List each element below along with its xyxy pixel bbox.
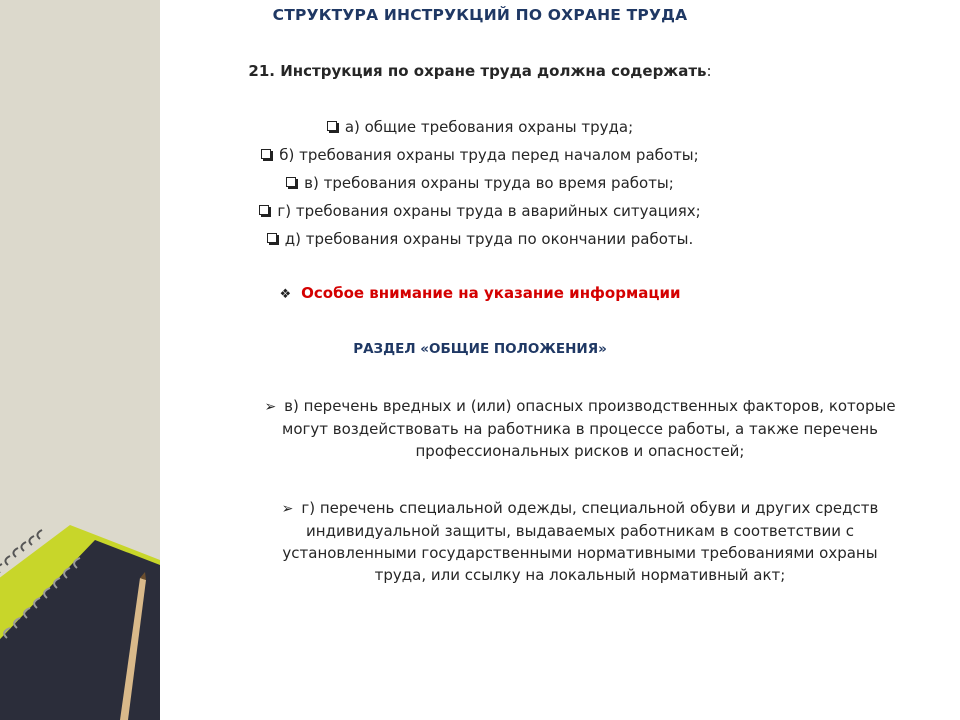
special-note-text: Особое внимание на указание информации <box>301 284 681 302</box>
paragraph-line: ➢ в) перечень вредных и (или) опасных производственных факторов, которые <box>264 397 896 415</box>
list-item-text: в) требования охраны труда во время работы; <box>304 174 674 192</box>
list-item-text: г) требования охраны труда в аварийных ситуациях; <box>277 202 701 220</box>
paragraph-line: могут воздействовать на работника в процессе работы, а также перечень <box>282 420 878 438</box>
list-item-text: д) требования охраны труда по окончании работы. <box>284 230 694 248</box>
checkbox-bullet-icon <box>286 177 296 187</box>
paragraph-line: профессиональных рисков и опасностей; <box>415 442 745 460</box>
list-item <box>160 118 800 136</box>
paragraph-line: труда, или ссылку на локальный нормативный акт; <box>374 566 786 584</box>
checkbox-bullet-icon <box>267 233 277 243</box>
section-title: РАЗДЕЛ «ОБЩИЕ ПОЛОЖЕНИЯ» <box>353 341 607 357</box>
diamond-bullet-icon: ❖ <box>279 287 292 302</box>
paragraph <box>220 395 940 462</box>
checkbox-bullet-icon <box>261 149 271 159</box>
arrow-bullet-icon: ➢ <box>264 399 277 415</box>
list-item-text: а) общие требования охраны труда; <box>344 118 634 136</box>
checkbox-bullet-icon <box>259 205 269 215</box>
checkbox-bullet-icon <box>327 121 337 131</box>
list-item <box>160 146 800 164</box>
list-item <box>160 174 800 192</box>
intro-colon: : <box>706 62 712 80</box>
intro-line <box>160 62 800 80</box>
paragraph <box>220 497 940 586</box>
slide-content <box>160 0 960 720</box>
list-item <box>160 230 800 248</box>
decorative-side-panel <box>0 0 160 720</box>
paragraph-line: установленными государственными нормативными требованиями охраны <box>282 544 878 562</box>
slide-title: СТРУКТУРА ИНСТРУКЦИЙ ПО ОХРАНЕ ТРУДА <box>272 6 688 24</box>
intro-text: 21. Инструкция по охране труда должна содержать <box>248 62 707 80</box>
list-item <box>160 202 800 220</box>
notebook-pencil-illustration <box>0 0 160 720</box>
special-note <box>160 284 800 302</box>
list-item-text: б) требования охраны труда перед началом работы; <box>279 146 699 164</box>
paragraph-line: индивидуальной защиты, выдаваемых работникам в соответствии с <box>306 522 854 540</box>
paragraph-line: ➢ г) перечень специальной одежды, специальной обуви и других средств <box>281 499 879 517</box>
arrow-bullet-icon: ➢ <box>281 501 294 517</box>
